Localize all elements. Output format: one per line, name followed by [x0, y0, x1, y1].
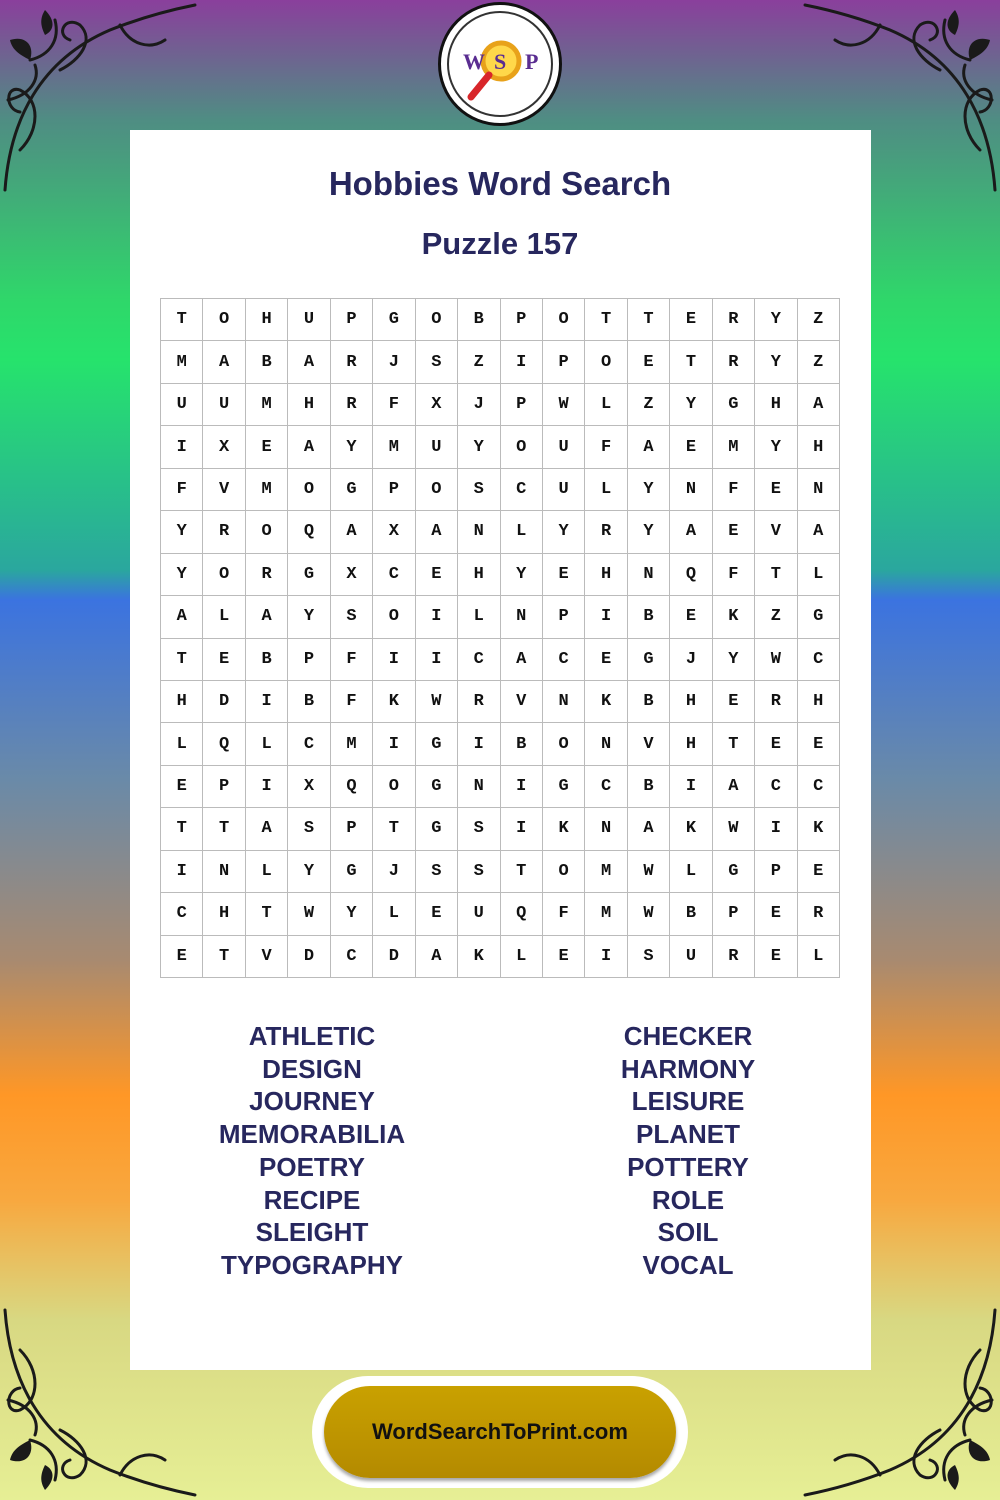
grid-cell[interactable]: F: [543, 893, 585, 935]
grid-cell[interactable]: B: [628, 681, 670, 723]
grid-cell[interactable]: G: [543, 766, 585, 808]
letter-grid: [160, 298, 840, 978]
grid-cell[interactable]: I: [416, 596, 458, 638]
grid-cell[interactable]: G: [416, 808, 458, 850]
grid-cell[interactable]: C: [798, 766, 840, 808]
grid-cell[interactable]: P: [331, 299, 373, 341]
grid-cell[interactable]: I: [246, 681, 288, 723]
grid-cell[interactable]: L: [501, 936, 543, 978]
grid-cell[interactable]: O: [543, 851, 585, 893]
grid-cell[interactable]: D: [288, 936, 330, 978]
grid-cell[interactable]: A: [288, 426, 330, 468]
grid-cell[interactable]: O: [373, 766, 415, 808]
grid-cell[interactable]: G: [416, 723, 458, 765]
grid-cell[interactable]: P: [373, 469, 415, 511]
grid-cell[interactable]: I: [585, 596, 627, 638]
grid-cell[interactable]: T: [585, 299, 627, 341]
grid-cell[interactable]: A: [246, 808, 288, 850]
grid-cell[interactable]: L: [798, 554, 840, 596]
word-list-item: POTTERY: [627, 1151, 749, 1182]
grid-cell[interactable]: L: [246, 723, 288, 765]
grid-cell[interactable]: E: [585, 639, 627, 681]
grid-cell[interactable]: W: [713, 808, 755, 850]
grid-cell[interactable]: P: [203, 766, 245, 808]
grid-cell[interactable]: A: [416, 936, 458, 978]
grid-cell[interactable]: H: [670, 681, 712, 723]
grid-cell[interactable]: H: [161, 681, 203, 723]
grid-cell[interactable]: M: [713, 426, 755, 468]
grid-cell[interactable]: N: [501, 596, 543, 638]
grid-cell[interactable]: H: [798, 426, 840, 468]
grid-cell[interactable]: T: [755, 554, 797, 596]
grid-cell[interactable]: E: [670, 426, 712, 468]
grid-cell[interactable]: O: [203, 299, 245, 341]
grid-cell[interactable]: J: [670, 639, 712, 681]
grid-cell[interactable]: W: [628, 893, 670, 935]
grid-cell[interactable]: B: [628, 766, 670, 808]
grid-cell[interactable]: U: [458, 893, 500, 935]
grid-cell[interactable]: C: [288, 723, 330, 765]
word-list-item: JOURNEY: [249, 1086, 375, 1117]
grid-cell[interactable]: C: [798, 639, 840, 681]
grid-cell[interactable]: X: [203, 426, 245, 468]
grid-cell[interactable]: G: [373, 299, 415, 341]
grid-cell[interactable]: O: [416, 299, 458, 341]
grid-cell[interactable]: I: [161, 426, 203, 468]
word-list-item: TYPOGRAPHY: [220, 1249, 404, 1280]
grid-cell[interactable]: T: [203, 808, 245, 850]
grid-cell[interactable]: Y: [331, 893, 373, 935]
grid-cell[interactable]: S: [416, 851, 458, 893]
grid-cell[interactable]: R: [246, 554, 288, 596]
grid-cell[interactable]: M: [246, 384, 288, 426]
grid-cell[interactable]: P: [288, 639, 330, 681]
grid-cell[interactable]: A: [501, 639, 543, 681]
grid-cell[interactable]: T: [246, 893, 288, 935]
grid-cell[interactable]: Y: [331, 426, 373, 468]
grid-cell[interactable]: E: [670, 596, 712, 638]
grid-cell[interactable]: O: [246, 511, 288, 553]
grid-cell[interactable]: K: [670, 808, 712, 850]
grid-cell[interactable]: E: [203, 639, 245, 681]
grid-cell[interactable]: A: [246, 596, 288, 638]
page-title: Hobbies Word Search: [328, 165, 672, 202]
grid-cell[interactable]: L: [501, 511, 543, 553]
grid-cell[interactable]: S: [458, 851, 500, 893]
logo-letter-w: W: [463, 49, 485, 74]
grid-cell[interactable]: M: [585, 851, 627, 893]
grid-cell[interactable]: P: [543, 341, 585, 383]
grid-cell[interactable]: F: [373, 384, 415, 426]
grid-cell[interactable]: R: [713, 936, 755, 978]
grid-cell[interactable]: Y: [713, 639, 755, 681]
grid-cell[interactable]: I: [458, 723, 500, 765]
grid-cell[interactable]: Z: [458, 341, 500, 383]
grid-cell[interactable]: U: [670, 936, 712, 978]
grid-cell[interactable]: L: [161, 723, 203, 765]
word-list-item: ROLE: [651, 1184, 725, 1215]
grid-cell[interactable]: N: [543, 681, 585, 723]
grid-cell[interactable]: Y: [755, 341, 797, 383]
grid-cell[interactable]: R: [713, 299, 755, 341]
grid-cell[interactable]: F: [585, 426, 627, 468]
grid-cell[interactable]: K: [543, 808, 585, 850]
logo-letter-s: S: [494, 49, 507, 74]
grid-cell[interactable]: K: [798, 808, 840, 850]
word-list-item: LEISURE: [631, 1086, 745, 1117]
grid-cell[interactable]: F: [331, 681, 373, 723]
grid-cell[interactable]: L: [373, 893, 415, 935]
grid-cell[interactable]: S: [416, 341, 458, 383]
grid-cell[interactable]: I: [501, 341, 543, 383]
grid-cell[interactable]: F: [713, 469, 755, 511]
grid-cell[interactable]: Y: [161, 554, 203, 596]
grid-cell[interactable]: P: [543, 596, 585, 638]
grid-cell[interactable]: R: [585, 511, 627, 553]
grid-cell[interactable]: U: [416, 426, 458, 468]
grid-cell[interactable]: G: [713, 851, 755, 893]
grid-cell[interactable]: Y: [458, 426, 500, 468]
grid-cell[interactable]: S: [458, 808, 500, 850]
grid-cell[interactable]: S: [331, 596, 373, 638]
grid-cell[interactable]: W: [755, 639, 797, 681]
grid-cell[interactable]: I: [416, 639, 458, 681]
magnifier-icon: [449, 13, 551, 115]
grid-cell[interactable]: X: [288, 766, 330, 808]
grid-cell[interactable]: R: [458, 681, 500, 723]
grid-cell[interactable]: G: [798, 596, 840, 638]
grid-cell[interactable]: H: [755, 384, 797, 426]
grid-cell[interactable]: K: [373, 681, 415, 723]
grid-cell[interactable]: W: [416, 681, 458, 723]
grid-cell[interactable]: T: [203, 936, 245, 978]
grid-cell[interactable]: N: [628, 554, 670, 596]
grid-cell[interactable]: N: [798, 469, 840, 511]
grid-cell[interactable]: T: [373, 808, 415, 850]
grid-cell[interactable]: Y: [288, 596, 330, 638]
grid-cell[interactable]: U: [543, 426, 585, 468]
grid-cell[interactable]: L: [203, 596, 245, 638]
grid-cell[interactable]: E: [755, 469, 797, 511]
grid-cell[interactable]: L: [585, 469, 627, 511]
word-list-item: DESIGN: [262, 1053, 362, 1084]
grid-cell[interactable]: B: [246, 341, 288, 383]
grid-cell[interactable]: V: [755, 511, 797, 553]
grid-cell[interactable]: X: [416, 384, 458, 426]
grid-cell[interactable]: L: [246, 851, 288, 893]
grid-cell[interactable]: W: [288, 893, 330, 935]
grid-cell[interactable]: I: [373, 639, 415, 681]
grid-cell[interactable]: H: [670, 723, 712, 765]
grid-cell[interactable]: E: [755, 723, 797, 765]
grid-cell[interactable]: R: [331, 384, 373, 426]
grid-cell[interactable]: A: [416, 511, 458, 553]
word-list-item: HARMONY: [620, 1053, 756, 1084]
grid-cell[interactable]: D: [203, 681, 245, 723]
grid-cell[interactable]: W: [543, 384, 585, 426]
grid-cell[interactable]: L: [670, 851, 712, 893]
grid-cell[interactable]: K: [585, 681, 627, 723]
grid-cell[interactable]: J: [373, 341, 415, 383]
grid-cell[interactable]: V: [501, 681, 543, 723]
grid-cell[interactable]: M: [585, 893, 627, 935]
word-list-item: SOIL: [657, 1217, 719, 1248]
grid-cell[interactable]: B: [288, 681, 330, 723]
grid-cell[interactable]: Y: [670, 384, 712, 426]
word-list-item: MEMORABILIA: [218, 1119, 406, 1150]
grid-cell[interactable]: Y: [501, 554, 543, 596]
grid-cell[interactable]: C: [501, 469, 543, 511]
grid-cell[interactable]: X: [373, 511, 415, 553]
grid-cell[interactable]: A: [288, 341, 330, 383]
grid-cell[interactable]: T: [161, 299, 203, 341]
grid-cell[interactable]: I: [755, 808, 797, 850]
word-list-item: POETRY: [259, 1151, 365, 1182]
grid-cell[interactable]: L: [458, 596, 500, 638]
grid-cell[interactable]: P: [501, 384, 543, 426]
grid-cell[interactable]: E: [246, 426, 288, 468]
grid-cell[interactable]: E: [798, 851, 840, 893]
grid-cell[interactable]: Y: [755, 299, 797, 341]
grid-cell[interactable]: Y: [628, 511, 670, 553]
grid-cell[interactable]: H: [458, 554, 500, 596]
grid-cell[interactable]: H: [203, 893, 245, 935]
grid-cell[interactable]: I: [501, 766, 543, 808]
grid-cell[interactable]: U: [203, 384, 245, 426]
grid-cell[interactable]: N: [203, 851, 245, 893]
grid-cell[interactable]: P: [501, 299, 543, 341]
word-list-left: [162, 1020, 462, 1282]
grid-cell[interactable]: G: [628, 639, 670, 681]
grid-cell[interactable]: P: [331, 808, 373, 850]
grid-cell[interactable]: R: [755, 681, 797, 723]
grid-cell[interactable]: A: [161, 596, 203, 638]
grid-cell[interactable]: H: [798, 681, 840, 723]
grid-cell[interactable]: C: [543, 639, 585, 681]
grid-cell[interactable]: A: [798, 511, 840, 553]
grid-cell[interactable]: S: [628, 936, 670, 978]
wsp-logo[interactable]: [438, 2, 562, 126]
grid-cell[interactable]: C: [585, 766, 627, 808]
grid-cell[interactable]: F: [161, 469, 203, 511]
grid-cell[interactable]: G: [331, 469, 373, 511]
grid-cell[interactable]: T: [161, 808, 203, 850]
grid-cell[interactable]: I: [161, 851, 203, 893]
grid-cell[interactable]: I: [501, 808, 543, 850]
grid-cell[interactable]: E: [713, 511, 755, 553]
grid-cell[interactable]: F: [331, 639, 373, 681]
grid-cell[interactable]: U: [543, 469, 585, 511]
grid-cell[interactable]: T: [670, 341, 712, 383]
grid-cell[interactable]: E: [161, 936, 203, 978]
grid-cell[interactable]: G: [288, 554, 330, 596]
grid-cell[interactable]: S: [458, 469, 500, 511]
grid-cell[interactable]: Y: [755, 426, 797, 468]
grid-cell[interactable]: M: [161, 341, 203, 383]
grid-cell[interactable]: G: [331, 851, 373, 893]
site-link[interactable]: WordSearchToPrint.com: [324, 1386, 676, 1478]
word-list-item: RECIPE: [263, 1184, 361, 1215]
grid-cell[interactable]: M: [331, 723, 373, 765]
logo-letter-p: P: [525, 49, 539, 74]
grid-cell[interactable]: P: [713, 893, 755, 935]
grid-cell[interactable]: Z: [798, 341, 840, 383]
grid-cell[interactable]: O: [416, 469, 458, 511]
grid-cell[interactable]: B: [246, 639, 288, 681]
grid-cell[interactable]: O: [585, 341, 627, 383]
grid-cell[interactable]: E: [543, 554, 585, 596]
grid-cell[interactable]: I: [585, 936, 627, 978]
grid-cell[interactable]: Q: [288, 511, 330, 553]
grid-cell[interactable]: R: [331, 341, 373, 383]
grid-cell[interactable]: T: [628, 299, 670, 341]
grid-cell[interactable]: E: [798, 723, 840, 765]
grid-cell[interactable]: Q: [501, 893, 543, 935]
grid-cell[interactable]: O: [501, 426, 543, 468]
grid-cell[interactable]: O: [203, 554, 245, 596]
grid-cell[interactable]: O: [543, 299, 585, 341]
grid-cell[interactable]: N: [585, 723, 627, 765]
grid-cell[interactable]: E: [543, 936, 585, 978]
word-list-right: [538, 1020, 838, 1282]
grid-cell[interactable]: J: [373, 851, 415, 893]
grid-cell[interactable]: E: [628, 341, 670, 383]
grid-cell[interactable]: A: [670, 511, 712, 553]
word-list-item: SLEIGHT: [255, 1217, 369, 1248]
grid-cell[interactable]: G: [713, 384, 755, 426]
grid-cell[interactable]: A: [628, 426, 670, 468]
grid-cell[interactable]: A: [798, 384, 840, 426]
grid-cell[interactable]: B: [501, 723, 543, 765]
grid-cell[interactable]: M: [246, 469, 288, 511]
word-list-item: VOCAL: [642, 1249, 734, 1280]
grid-cell[interactable]: H: [585, 554, 627, 596]
grid-cell[interactable]: Z: [755, 596, 797, 638]
grid-cell[interactable]: C: [161, 893, 203, 935]
footer-badge: [312, 1376, 688, 1488]
grid-cell[interactable]: A: [713, 766, 755, 808]
grid-cell[interactable]: X: [331, 554, 373, 596]
grid-cell[interactable]: E: [416, 554, 458, 596]
grid-cell[interactable]: E: [755, 893, 797, 935]
grid-cell[interactable]: K: [458, 936, 500, 978]
grid-cell[interactable]: Y: [161, 511, 203, 553]
grid-cell[interactable]: T: [501, 851, 543, 893]
grid-cell[interactable]: E: [161, 766, 203, 808]
grid-cell[interactable]: T: [161, 639, 203, 681]
grid-cell[interactable]: R: [203, 511, 245, 553]
grid-cell[interactable]: Y: [543, 511, 585, 553]
grid-cell[interactable]: I: [670, 766, 712, 808]
grid-cell[interactable]: E: [713, 681, 755, 723]
grid-cell[interactable]: E: [416, 893, 458, 935]
grid-cell[interactable]: Z: [798, 299, 840, 341]
grid-cell[interactable]: C: [331, 936, 373, 978]
grid-cell[interactable]: H: [246, 299, 288, 341]
grid-cell[interactable]: H: [288, 384, 330, 426]
grid-cell[interactable]: L: [798, 936, 840, 978]
grid-cell[interactable]: P: [755, 851, 797, 893]
grid-cell[interactable]: L: [585, 384, 627, 426]
grid-cell[interactable]: K: [713, 596, 755, 638]
grid-cell[interactable]: S: [288, 808, 330, 850]
grid-cell[interactable]: N: [458, 511, 500, 553]
grid-cell[interactable]: C: [458, 639, 500, 681]
word-list-item: CHECKER: [623, 1021, 753, 1051]
grid-cell[interactable]: J: [458, 384, 500, 426]
grid-cell[interactable]: Y: [288, 851, 330, 893]
grid-cell[interactable]: C: [755, 766, 797, 808]
grid-cell[interactable]: O: [373, 596, 415, 638]
puzzle-number: Puzzle 157: [421, 226, 579, 261]
grid-cell[interactable]: V: [628, 723, 670, 765]
grid-cell[interactable]: C: [373, 554, 415, 596]
grid-cell[interactable]: G: [416, 766, 458, 808]
grid-cell[interactable]: N: [458, 766, 500, 808]
grid-cell[interactable]: A: [331, 511, 373, 553]
grid-cell[interactable]: Q: [331, 766, 373, 808]
grid-cell[interactable]: T: [713, 723, 755, 765]
grid-cell[interactable]: E: [755, 936, 797, 978]
grid-cell[interactable]: E: [670, 299, 712, 341]
grid-cell[interactable]: I: [246, 766, 288, 808]
grid-cell[interactable]: Z: [628, 384, 670, 426]
grid-cell[interactable]: R: [713, 341, 755, 383]
grid-cell[interactable]: B: [458, 299, 500, 341]
grid-cell[interactable]: D: [373, 936, 415, 978]
word-list-item: PLANET: [636, 1119, 740, 1150]
grid-cell[interactable]: F: [713, 554, 755, 596]
grid-cell[interactable]: B: [628, 596, 670, 638]
grid-cell[interactable]: I: [373, 723, 415, 765]
grid-cell[interactable]: W: [628, 851, 670, 893]
grid-cell[interactable]: V: [203, 469, 245, 511]
word-list-item: ATHLETIC: [248, 1021, 376, 1051]
grid-cell[interactable]: O: [543, 723, 585, 765]
grid-cell[interactable]: Q: [203, 723, 245, 765]
grid-cell[interactable]: A: [203, 341, 245, 383]
grid-cell[interactable]: V: [246, 936, 288, 978]
grid-cell[interactable]: Y: [628, 469, 670, 511]
grid-cell[interactable]: Q: [670, 554, 712, 596]
grid-cell[interactable]: B: [670, 893, 712, 935]
grid-cell[interactable]: N: [585, 808, 627, 850]
grid-cell[interactable]: A: [628, 808, 670, 850]
grid-cell[interactable]: N: [670, 469, 712, 511]
grid-cell[interactable]: U: [288, 299, 330, 341]
logo-inner-ring: [447, 11, 553, 117]
grid-cell[interactable]: M: [373, 426, 415, 468]
grid-cell[interactable]: R: [798, 893, 840, 935]
grid-cell[interactable]: U: [161, 384, 203, 426]
grid-cell[interactable]: O: [288, 469, 330, 511]
